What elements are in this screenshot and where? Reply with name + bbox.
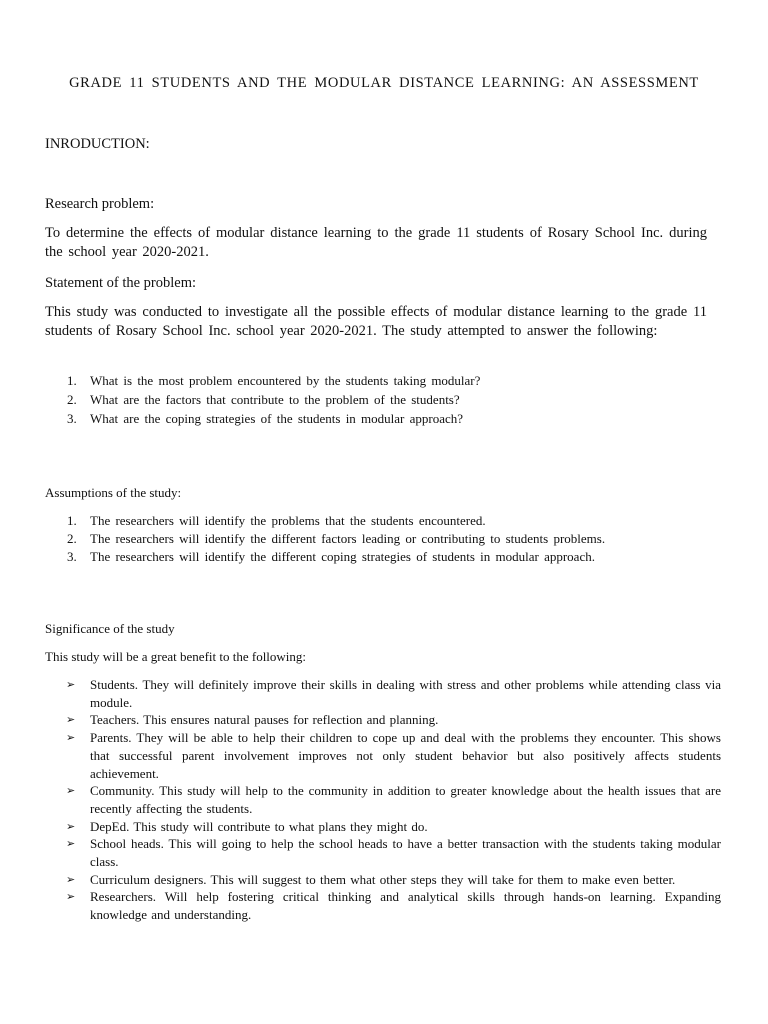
list-item-text: The researchers will identify the different factors leading or contributing to students problems.	[90, 531, 606, 546]
arrowhead-bullet-icon: ➢	[66, 819, 76, 833]
list-number: 1.	[67, 513, 77, 528]
list-item-text: Teachers. This ensures natural pauses for reflection and planning.	[90, 712, 439, 728]
statement-of-problem-heading: Statement of the problem:	[45, 275, 197, 291]
arrowhead-bullet-icon: ➢	[66, 678, 76, 691]
list-item-text: The researchers will identify the problems that the students encountered.	[90, 513, 486, 528]
list-number: 1.	[67, 373, 77, 388]
significance-heading: Significance of the study	[45, 621, 175, 636]
list-item	[45, 371, 705, 390]
list-number: 2.	[67, 531, 77, 546]
list-item	[45, 530, 705, 548]
list-item-text: Researchers. Will help fostering critical thinking and analytical skills through hands-on learning. Expanding knowledge and understanding.	[90, 889, 721, 923]
list-item	[45, 729, 721, 782]
list-item	[45, 871, 721, 889]
list-item-text: Parents. They will be able to help their children to cope up and deal with the problems they encounter. This shows that successful parent involvement improves not only student behavior but also positively affects students achievement.	[90, 730, 721, 781]
assumptions-list	[45, 512, 705, 566]
list-item-text: Community. This study will help to the community in addition to greater knowledge about the health issues that are recently affecting the students.	[90, 783, 721, 816]
list-item	[45, 512, 705, 530]
beneficiaries-list	[45, 676, 721, 924]
arrowhead-bullet-icon: ➢	[66, 872, 76, 886]
arrowhead-bullet-icon: ➢	[66, 837, 76, 851]
list-item	[45, 548, 705, 566]
research-problem-heading: Research problem:	[45, 196, 155, 212]
assumptions-heading: Assumptions of the study:	[45, 485, 182, 500]
list-item-text: Students. They will definitely improve their skills in dealing with stress and other problems while attending class via module.	[90, 677, 721, 710]
statement-of-problem-text: This study was conducted to investigate all the possible effects of modular distance learning to the grade 11 students of Rosary School Inc. school year 2020-2021. The study attempted to answer the following:	[45, 304, 707, 339]
arrowhead-bullet-icon: ➢	[66, 731, 76, 745]
list-item-text: DepEd. This study will contribute to what plans they might do.	[90, 818, 428, 834]
arrowhead-bullet-icon: ➢	[66, 784, 76, 798]
list-number: 3.	[67, 411, 77, 426]
list-item-text: The researchers will identify the different coping strategies of students in modular approach.	[90, 549, 595, 564]
significance-intro: This study will be a great benefit to the following:	[45, 649, 307, 664]
list-item	[45, 390, 705, 409]
list-item	[45, 711, 721, 729]
list-number: 2.	[67, 392, 77, 407]
research-questions-list	[45, 371, 705, 428]
list-item	[45, 782, 721, 817]
list-item	[45, 409, 705, 428]
arrowhead-bullet-icon: ➢	[66, 713, 76, 727]
list-item-text: Curriculum designers. This will suggest to them what other steps they will take for them to make even better.	[90, 871, 676, 887]
document-title: GRADE 11 STUDENTS AND THE MODULAR DISTANCE LEARNING: AN ASSESSMENT	[69, 75, 699, 91]
list-item	[45, 888, 721, 923]
arrowhead-bullet-icon: ➢	[66, 890, 76, 904]
list-item-text: School heads. This will going to help the school heads to have a better transaction with the students taking modular class.	[90, 836, 721, 870]
list-item-text: What is the most problem encountered by the students taking modular?	[90, 373, 481, 388]
list-number: 3.	[67, 549, 77, 564]
introduction-heading: INRODUCTION:	[45, 136, 150, 152]
list-item	[45, 818, 721, 836]
list-item-text: What are the factors that contribute to the problem of the students?	[90, 392, 460, 407]
list-item	[45, 676, 721, 711]
list-item-text: What are the coping strategies of the students in modular approach?	[90, 411, 464, 426]
research-problem-text: To determine the effects of modular distance learning to the grade 11 students of Rosary School Inc. during the school year 2020-2021.	[45, 225, 707, 260]
list-item	[45, 835, 721, 870]
